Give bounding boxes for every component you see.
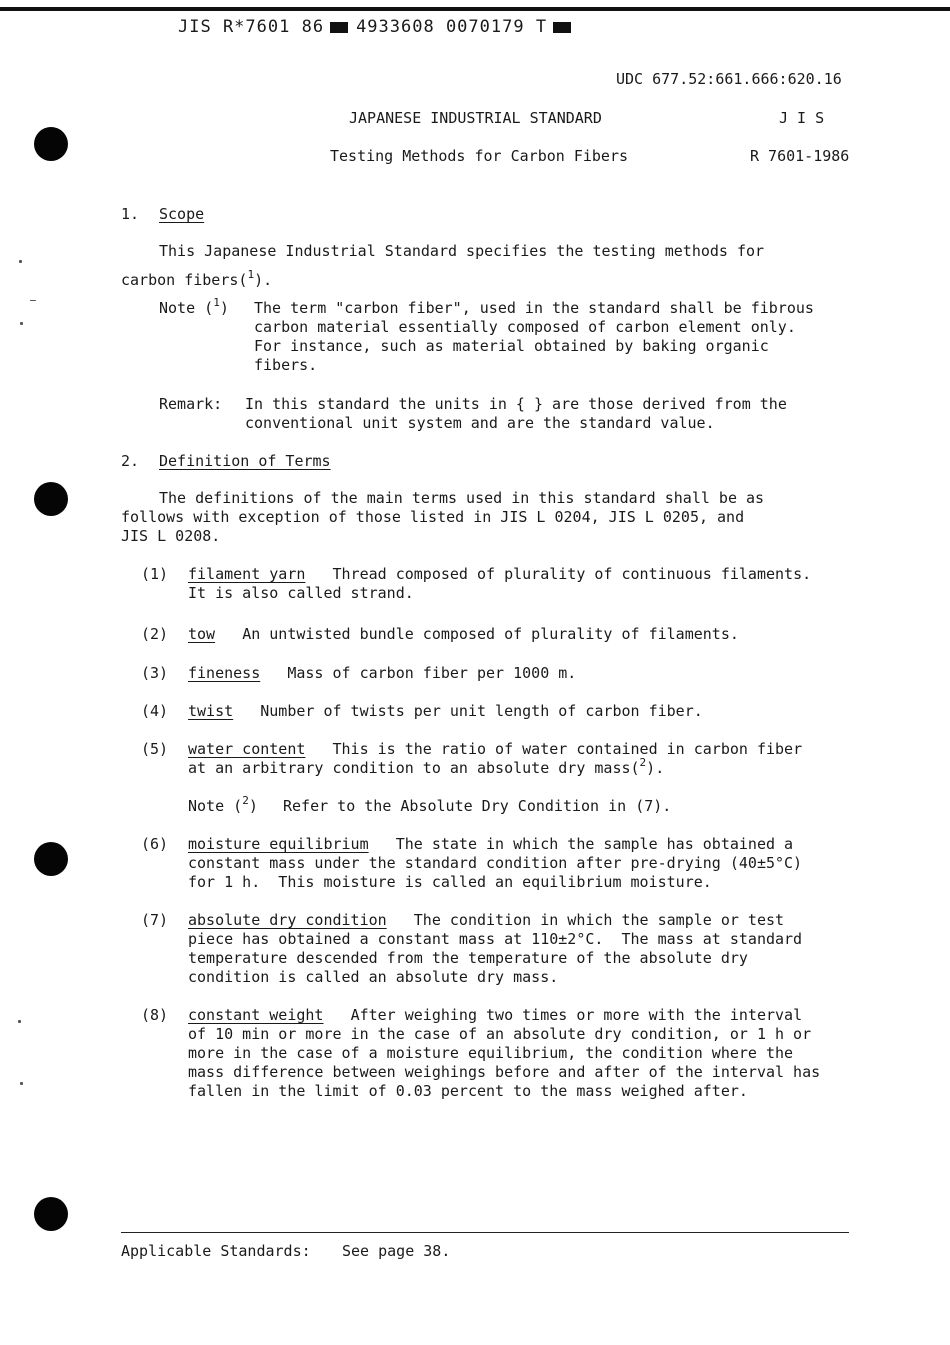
scope-paragraph-line: carbon fibers($^1$).: [121, 268, 273, 289]
scan-header: [178, 17, 579, 37]
scan-header-code: JIS R*7601 86: [178, 17, 325, 37]
punch-hole: [34, 842, 68, 876]
definition-item-moisture-equilibrium: moisture equilibrium The state in which the sample has obtained a constant mass under the standard condition after pre-drying (40±5°C) for 1 h. This moisture is called an equilibrium moisture.: [188, 835, 803, 891]
footer-label: Applicable Standards:: [121, 1242, 311, 1260]
scan-speck: [20, 322, 23, 325]
section-number: 2.: [121, 452, 140, 470]
item-number: (3): [141, 664, 169, 682]
item-number: (4): [141, 702, 169, 720]
item-number: (6): [141, 835, 169, 853]
definition-item-filament-yarn: filament yarn Thread composed of plurality of continuous filaments. It is also called strand.: [188, 565, 812, 602]
definition-item-constant-weight: constant weight After weighing two times or more with the interval of 10 min or more in the case of an absolute dry condition, or 1 h or more in the case of a moisture equilibrium, the condition where the mass difference between weighings before and after of the interval has fallen in the limit of 0.03 percent to the mass weighed after.: [188, 1006, 821, 1100]
footer-text: See page 38.: [342, 1242, 451, 1260]
punch-hole: [34, 1197, 68, 1231]
term: moisture equilibrium: [188, 835, 369, 853]
term: absolute dry condition: [188, 911, 387, 929]
scope-paragraph-line: This Japanese Industrial Standard specifies the testing methods for: [159, 242, 765, 260]
scan-speck: [19, 260, 22, 263]
remark-text: In this standard the units in { } are those derived from the conventional unit system and are the standard value.: [245, 395, 787, 432]
item-number: (2): [141, 625, 169, 643]
scan-speck: [18, 1020, 21, 1023]
scan-top-rule: [0, 7, 950, 11]
scan-header-barcode: 4933608 0070179 T: [356, 17, 548, 37]
definition-item-water-content: water content This is the ratio of water contained in carbon fiber at an arbitrary condition to an absolute dry mass($^2$).: [188, 740, 803, 777]
footnote-ref: 2: [242, 794, 249, 807]
document-title: Testing Methods for Carbon Fibers: [330, 147, 629, 165]
item-number: (1): [141, 565, 169, 583]
note-label: Note ($^2$): [188, 794, 258, 815]
footnote-ref: 1: [247, 268, 255, 281]
note-label: Note ($^1$): [159, 296, 229, 317]
term: filament yarn: [188, 565, 306, 583]
definition-item-twist: twist Number of twists per unit length of carbon fiber.: [188, 702, 703, 720]
punch-hole: [34, 482, 68, 516]
term: fineness: [188, 664, 261, 682]
definition-item-absolute-dry-condition: absolute dry condition The condition in which the sample or test piece has obtained a constant mass at 110±2°C. The mass at standard temperature descended from the temperature of the absolute dry condition is called an absolute dry mass.: [188, 911, 803, 986]
footnote-ref: 2: [639, 756, 647, 769]
remark-label: Remark:: [159, 395, 223, 413]
item-number: (7): [141, 911, 169, 929]
term: twist: [188, 702, 234, 720]
definitions-intro: The definitions of the main terms used in this standard shall be as follows with exception of those listed in JIS L 0204, JIS L 0205, and JIS L 0208.: [121, 489, 765, 545]
punch-hole: [34, 127, 68, 161]
standard-number: R 7601-1986: [750, 147, 850, 165]
term: water content: [188, 740, 306, 758]
term: tow: [188, 625, 216, 643]
item-number: (8): [141, 1006, 169, 1024]
definition-item-fineness: fineness Mass of carbon fiber per 1000 m.: [188, 664, 577, 682]
jis-mark: J I S: [779, 109, 825, 127]
scan-speck: [20, 1082, 23, 1085]
section-heading-scope: Scope: [159, 205, 205, 223]
standard-org: JAPANESE INDUSTRIAL STANDARD: [349, 109, 602, 127]
item-number: (5): [141, 740, 169, 758]
section-heading-definitions: Definition of Terms: [159, 452, 331, 470]
footnote-ref: 1: [213, 296, 220, 309]
term: constant weight: [188, 1006, 324, 1024]
redaction-block: [553, 22, 571, 33]
udc-code: UDC 677.52:661.666:620.16: [616, 70, 842, 88]
footer-rule: [121, 1232, 849, 1233]
note-text: Refer to the Absolute Dry Condition in (7).: [283, 797, 672, 815]
scan-speck: [30, 300, 36, 301]
note-text: The term "carbon fiber", used in the standard shall be fibrous carbon material essentially composed of carbon element only. For instance, such as material obtained by baking organic fibers.: [254, 299, 814, 374]
redaction-block: [330, 22, 348, 33]
section-number: 1.: [121, 205, 140, 223]
definition-item-tow: tow An untwisted bundle composed of plurality of filaments.: [188, 625, 739, 643]
